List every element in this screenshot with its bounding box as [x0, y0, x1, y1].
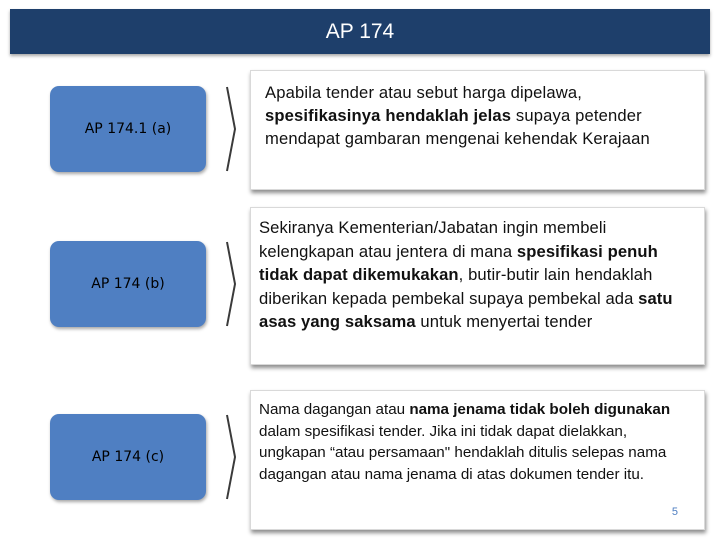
plain-text: Apabila tender atau sebut harga dipelawa,	[265, 83, 583, 102]
slide-title-bar	[10, 9, 710, 54]
rule-text	[265, 83, 650, 148]
rule-text	[259, 218, 673, 331]
plain-text: dalam spesifikasi tender. Jika ini tidak dapat dielakkan, ungkapan “atau persamaan" hendaklah ditulis selepas nama dagangan atau nama jenama di atas dokumen tender itu.	[259, 422, 667, 483]
emphasis-text: spesifikasinya hendaklah jelas	[265, 106, 512, 125]
emphasis-text: satu asas yang saksama	[259, 288, 673, 331]
code-box-ap-174-1-a	[50, 86, 206, 172]
code-box-ap-174-c	[50, 414, 206, 500]
plain-text: supaya petender mendapat gambaran mengenai kehendak Kerajaan	[265, 106, 650, 148]
code-label: AP 174 (b)	[91, 276, 165, 292]
connector-arrow-icon	[226, 86, 236, 172]
code-box-ap-174-b	[50, 241, 206, 327]
rule-text	[259, 401, 670, 483]
emphasis-text: spesifikasi penuh tidak dapat dikemukakan	[259, 241, 658, 284]
code-label: AP 174.1 (a)	[84, 121, 172, 137]
text-box-ap-174-c	[250, 390, 705, 530]
slide-title: AP 174	[325, 19, 395, 43]
emphasis-text: nama jenama tidak boleh digunakan	[409, 401, 671, 418]
plain-text: untuk menyertai tender	[415, 312, 593, 331]
text-box-ap-174-b	[250, 207, 705, 365]
connector-arrow-icon	[226, 241, 236, 327]
code-label: AP 174 (c)	[91, 449, 165, 465]
plain-text: , butir-butir lain hendaklah diberikan kepada pembekal supaya pembekal ada	[259, 265, 653, 308]
plain-text: Sekiranya Kementerian/Jabatan ingin membeli kelengkapan atau jentera di mana	[259, 218, 607, 261]
page-number: 5	[671, 505, 678, 518]
connector-arrow-icon	[226, 414, 236, 500]
plain-text: Nama dagangan atau	[259, 401, 410, 418]
text-box-ap-174-1-a	[250, 70, 705, 190]
